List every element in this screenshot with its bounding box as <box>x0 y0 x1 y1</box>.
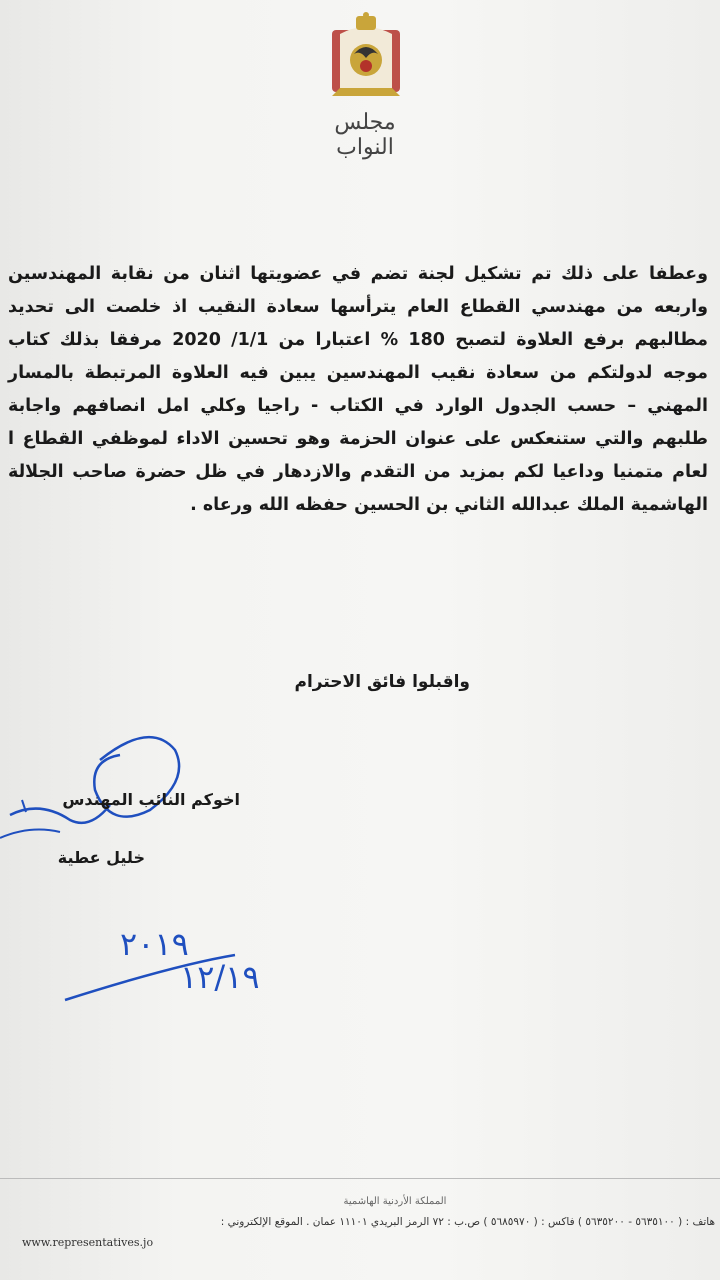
letter-body: وعطفا على ذلك تم تشكيل لجنة تضم في عضويتها اثنان من نقابة المهندسين واربعه من مهندسي القطاع العام يترأسها سعادة النقيب اذ خلصت الى تحديد مطالبهم برفع العلاوة لتصبح 180 % اعتبارا من 1/1/ 2020 مرفقا بذلك كتاب موجه لدولتكم من سعادة نقيب المهندسين يبين فيه العلاوة المرتبطة بالمسار المهني – حسب الجدول الوارد في الكتاب - راجيا وكلي امل انصافهم واجابة طلبهم والتي ستنعكس على عنوان الحزمة وهو تحسين الاداء لموظفي القطاع ا لعام متمنيا وداعيا لكم بمزيد من التقدم والازدهار في ظل حضرة صاحب الجلالة الهاشمية الملك عبدالله الثاني بن الحسين حفظه الله ورعاه . <box>8 264 709 515</box>
handwritten-year: ٢٠١٩ <box>120 925 189 963</box>
handwritten-date <box>55 920 315 1020</box>
signer-title: اخوكم النائب المهندس <box>62 790 240 809</box>
handwritten-day-month: ١٢/١٩ <box>180 958 260 996</box>
signer-name: خليل عطية <box>57 848 145 867</box>
letterhead-title: مجلس النواب <box>334 110 396 160</box>
closing-salutation: واقبلوا فائق الاحترام <box>294 672 470 692</box>
footer-divider <box>0 1178 720 1179</box>
handwritten-signature <box>0 720 200 840</box>
jordan-coat-of-arms-icon <box>326 10 406 100</box>
footer-contact-info: هاتف : ( ٥٦٣٥١٠٠ - ٥٦٣٥٢٠٠ ) فاكس : ( ٥٦٨٥٩٧٠ ) ص.ب : ٧٢ الرمز البريدي ١١١٠١ عمان . الموقع الإلكتروني : <box>220 1216 715 1228</box>
footer-emblem-text: المملكة الأردنية الهاشمية <box>343 1196 447 1207</box>
footer-website: www.representatives.jo <box>22 1236 154 1249</box>
